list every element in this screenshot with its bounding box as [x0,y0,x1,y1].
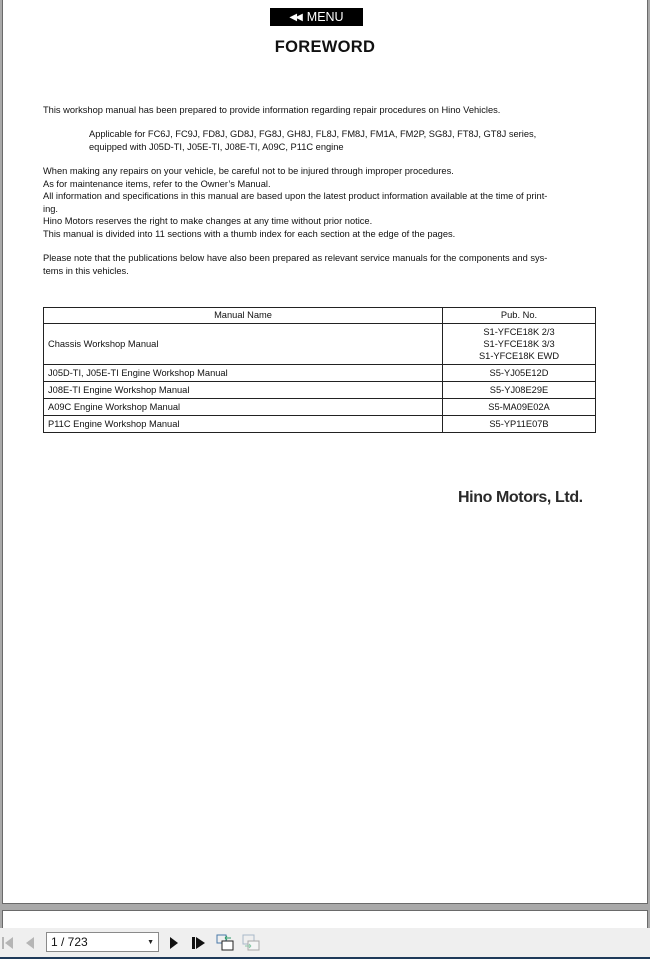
table-header-row [44,308,596,324]
intro-paragraph: This workshop manual has been prepared to provide information regarding repair procedures on Hino Vehicles. [43,105,501,115]
pub-no: S1-YFCE18K EWD [478,351,560,362]
publications-note-line: tems in this vehicles. [43,265,129,276]
menu-button[interactable] [270,8,363,26]
notes-paragraph [43,165,547,240]
rewind-arrows-icon: ◀◀ [289,11,301,23]
menu-button-label: MENU [306,10,344,24]
header-pub-no: Pub. No. [443,308,596,324]
manual-name-cell: J08E-TI Engine Workshop Manual [44,382,443,399]
publications-note-line: Please note that the publications below have also been prepared as relevant service manuals for the components and sys- [43,253,548,263]
chevron-down-icon: ▼ [147,939,154,946]
manual-name-cell: J05D-TI, J05E-TI Engine Workshop Manual [44,365,443,382]
notes-line: All information and specifications in this manual are based upon the latest product information available at the time of print- [43,191,548,201]
page-number-value: 1 / 723 [51,935,88,949]
notes-line: When making any repairs on your vehicle, be careful not to be injured through improper procedures. [43,166,454,176]
applicable-line: Applicable for FC6J, FC9J, FD8J, GD8J, FG8J, GH8J, FL8J, FM8J, FM1A, FM2P, SG8J, FT8J, GT8J series, [89,129,537,139]
pub-no-cell: S5-MA09E02A [443,399,596,416]
pub-no: S1-YFCE18K 2/3 [483,326,555,337]
applicable-line: equipped with J05D-TI, J05E-TI, J08E-TI, A09C, P11C engine [89,141,344,152]
next-view-icon[interactable] [241,928,261,957]
pub-no: S1-YFCE18K 3/3 [483,338,555,349]
company-logo: Hino Motors, Ltd. [458,489,583,506]
pub-no-cell: S5-YJ05E12D [443,365,596,382]
first-page-icon[interactable] [0,928,16,957]
pub-no-cell: S5-YJ08E29E [443,382,596,399]
manual-name-cell: A09C Engine Workshop Manual [44,399,443,416]
table-row [44,324,596,365]
manual-name-cell: Chassis Workshop Manual [44,324,443,365]
applicable-paragraph [89,128,536,153]
publications-note [43,252,547,277]
header-manual-name: Manual Name [44,308,443,324]
pdf-page [2,0,648,904]
manuals-table [43,307,596,433]
previous-page-icon[interactable] [22,928,38,957]
next-page-icon[interactable] [166,928,182,957]
notes-line: Hino Motors reserves the right to make changes at any time without prior notice. [43,216,373,226]
table-row [44,399,596,416]
notes-line: As for maintenance items, refer to the Owner’s Manual. [43,178,271,189]
previous-view-icon[interactable] [215,928,235,957]
notes-line: This manual is divided into 11 sections with a thumb index for each section at the edge of the pages. [43,228,456,239]
pub-no-cell [443,324,596,365]
manual-name-cell: P11C Engine Workshop Manual [44,416,443,433]
table-row [44,365,596,382]
notes-line: ing. [43,203,58,214]
table-row [44,416,596,433]
last-page-icon[interactable] [190,928,208,957]
page-number-select[interactable] [46,932,159,952]
pub-no-cell: S5-YP11E07B [443,416,596,433]
page-title: FOREWORD [274,38,376,56]
table-row [44,382,596,399]
